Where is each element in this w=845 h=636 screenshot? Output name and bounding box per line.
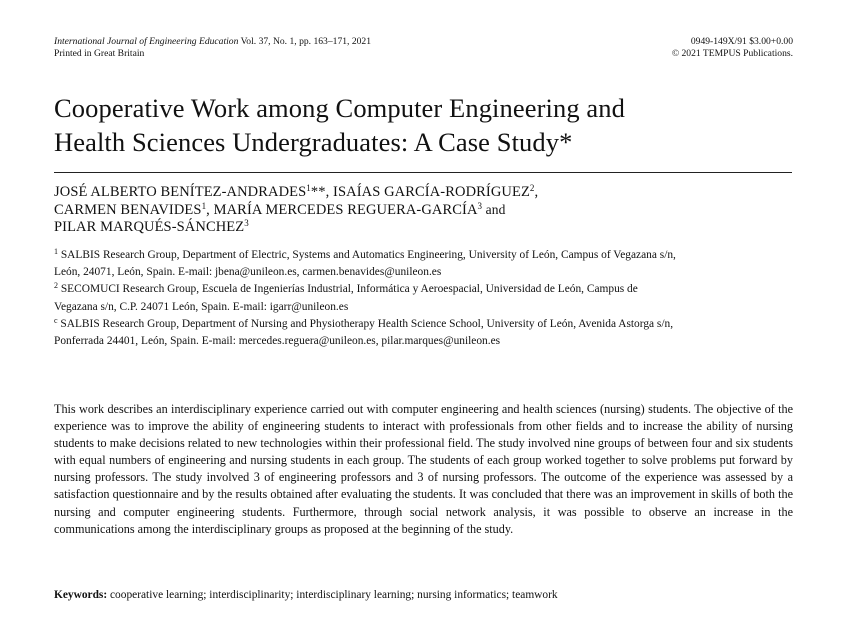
affiliation-item — [54, 281, 796, 315]
copyright-notice: © 2021 TEMPUS Publications. — [671, 47, 793, 59]
keywords-line — [54, 587, 794, 603]
journal-name: International Journal of Engineering Education — [54, 36, 239, 47]
abstract-paragraph: This work describes an interdisciplinary experience carried out with computer engineering and health sciences (nursing) students. The objective of the experience was to improve the ability of engineering students to interact with professionals from other fields and to increase the ability of nursing students to make decisions related to new technologies within their professional field. The study involved nine groups of between four and six students with equal numbers of engineering and nursing students in each group. The students of each group worked together to solve problems put forward by nursing professors. The study involved 3 of engineering professors and 3 of nursing professors. The outcome of the experience was assessed by a satisfaction questionnaire and by the results obtained after evaluating the students. It was concluded that there was an improvement in skills of both the nursing and computer engineering students. Furthermore, through social network analysis, it was possible to observe an increase in the communications among the interdisciplinary groups as proposed at the beginning of the study. — [54, 402, 793, 536]
journal-details: Vol. 37, No. 1, pp. 163–171, 2021 — [238, 36, 372, 47]
author-conjunction: and — [482, 202, 506, 217]
affiliation-marker: 1 — [201, 201, 207, 211]
affiliation-marker: 1 — [54, 247, 58, 256]
paper-title — [54, 91, 814, 159]
affiliation-text: SALBIS Research Group, Department of Nursing and Physiotherapy Health Science School, University of León, Avenida Astorga s/n, — [57, 317, 674, 330]
keywords-label: Keywords: — [54, 589, 108, 601]
author-line-3 — [54, 219, 794, 236]
publisher-header — [672, 36, 793, 59]
title-divider — [54, 172, 792, 173]
author-name: , MARÍA MERCEDES REGUERA-GARCÍA — [206, 202, 478, 218]
affiliation-item — [54, 247, 796, 281]
affiliation-marker: 3 — [244, 218, 249, 228]
corresponding-author-mark: ** — [310, 184, 326, 200]
author-separator: , — [534, 184, 539, 200]
affiliation-list — [54, 247, 796, 350]
author-name: , ISAÍAS GARCÍA-RODRÍGUEZ — [325, 184, 530, 200]
affiliation-item — [54, 316, 796, 350]
author-name: PILAR MARQUÉS-SÁNCHEZ — [54, 219, 245, 235]
affiliation-marker: 2 — [54, 281, 58, 291]
author-name: CARMEN BENAVIDES — [54, 202, 202, 218]
affiliation-marker: c — [54, 315, 58, 325]
affiliation-text: Ponferrada 24401, León, Spain. E-mail: mercedes.reguera@unileon.es, pilar.marques@unileon.es — [54, 335, 501, 348]
journal-citation — [54, 36, 371, 48]
keywords-text: cooperative learning; interdisciplinarity; interdisciplinary learning; nursing informatics; teamwork — [107, 589, 558, 601]
author-list — [54, 184, 794, 236]
author-line-2 — [54, 201, 794, 219]
affiliation-marker: 2 — [529, 183, 535, 193]
author-line-1 — [54, 184, 794, 201]
affiliation-text: SALBIS Research Group, Department of Electric, Systems and Automatics Engineering, University of León, Campus of Vegazana s/n, — [58, 249, 676, 261]
author-name: JOSÉ ALBERTO BENÍTEZ-ANDRADES — [54, 184, 307, 200]
issn-price: 0949-149X/91 $3.00+0.00 — [690, 36, 793, 47]
affiliation-text: León, 24071, León, Spain. E-mail: jbena@unileon.es, carmen.benavides@unileon.es — [54, 266, 442, 279]
printed-location: Printed in Great Britain — [54, 47, 145, 59]
affiliation-marker: 1 — [306, 183, 311, 193]
title-line-1: Cooperative Work among Computer Engineering and — [54, 93, 625, 123]
affiliation-text: Vegazana s/n, C.P. 24071 León, Spain. E-mail: igarr@unileon.es — [54, 300, 349, 313]
journal-header — [54, 36, 371, 59]
affiliation-text: SECOMUCI Research Group, Escuela de Ingenierías Industrial, Informática y Aeroespacial, Universidad de León, Campus de — [58, 283, 638, 296]
title-line-2: Health Sciences Undergraduates: A Case Study* — [54, 127, 573, 157]
affiliation-marker: 3 — [477, 201, 483, 211]
